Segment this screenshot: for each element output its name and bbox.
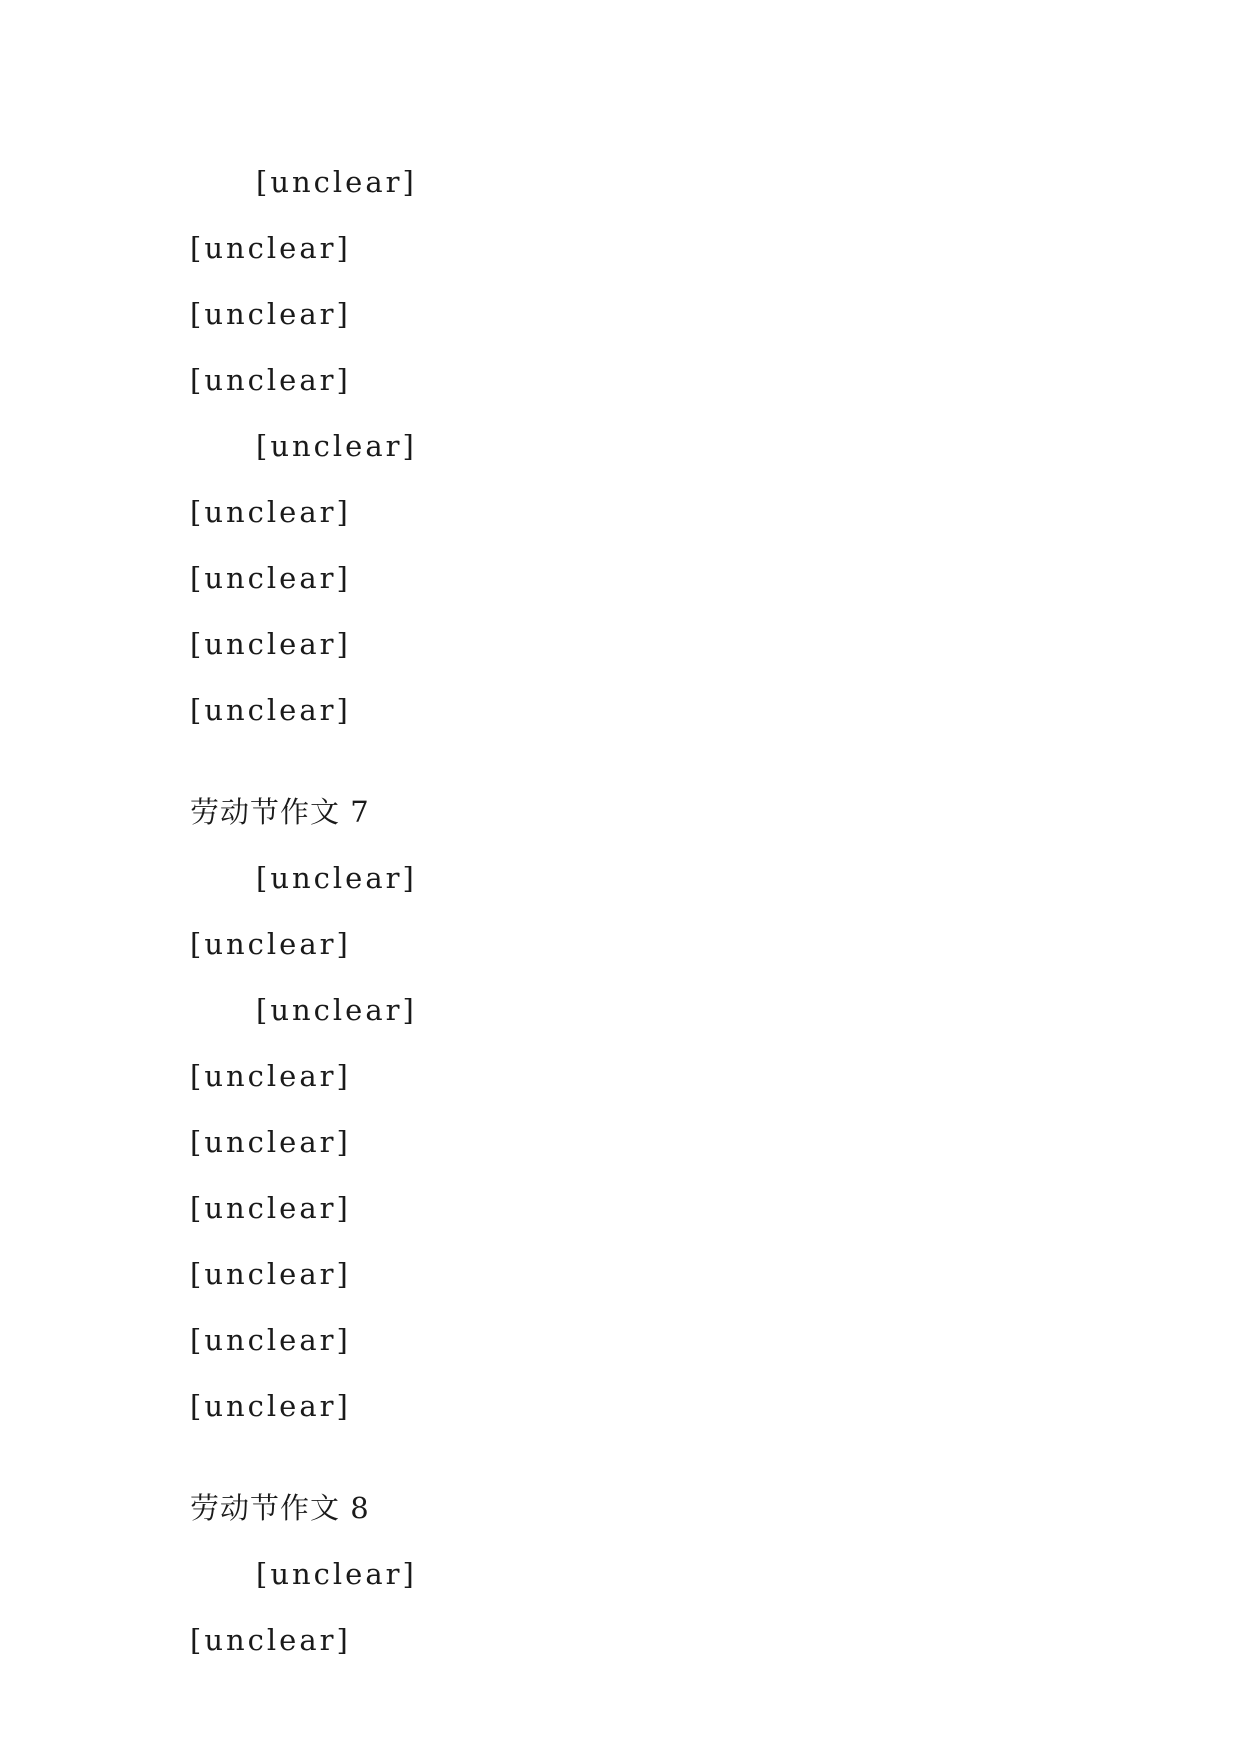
paragraph-2-line-4: [unclear] bbox=[190, 627, 351, 661]
paragraph-1-line-1: [unclear] bbox=[256, 165, 417, 199]
paragraph-5-line-2: [unclear] bbox=[190, 1623, 351, 1657]
paragraph-3-line-2: [unclear] bbox=[190, 927, 351, 961]
paragraph-4-line-1: [unclear] bbox=[256, 993, 417, 1027]
section-heading-8: 劳动节作文 8 bbox=[190, 1491, 370, 1525]
paragraph-3-line-1: [unclear] bbox=[256, 861, 417, 895]
paragraph-5-line-1: [unclear] bbox=[256, 1557, 417, 1591]
paragraph-4-line-6: [unclear] bbox=[190, 1323, 351, 1357]
section-heading-7: 劳动节作文 7 bbox=[190, 795, 370, 829]
paragraph-2-line-2: [unclear] bbox=[190, 495, 351, 529]
paragraph-2-line-1: [unclear] bbox=[256, 429, 417, 463]
paragraph-1-line-2: [unclear] bbox=[190, 231, 351, 265]
paragraph-4-line-2: [unclear] bbox=[190, 1059, 351, 1093]
paragraph-1-line-4: [unclear] bbox=[190, 363, 351, 397]
paragraph-2-line-5: [unclear] bbox=[190, 693, 351, 727]
paragraph-4-line-5: [unclear] bbox=[190, 1257, 351, 1291]
paragraph-4-line-3: [unclear] bbox=[190, 1125, 351, 1159]
paragraph-4-line-7: [unclear] bbox=[190, 1389, 351, 1423]
paragraph-1-line-3: [unclear] bbox=[190, 297, 351, 331]
paragraph-2-line-3: [unclear] bbox=[190, 561, 351, 595]
paragraph-4-line-4: [unclear] bbox=[190, 1191, 351, 1225]
